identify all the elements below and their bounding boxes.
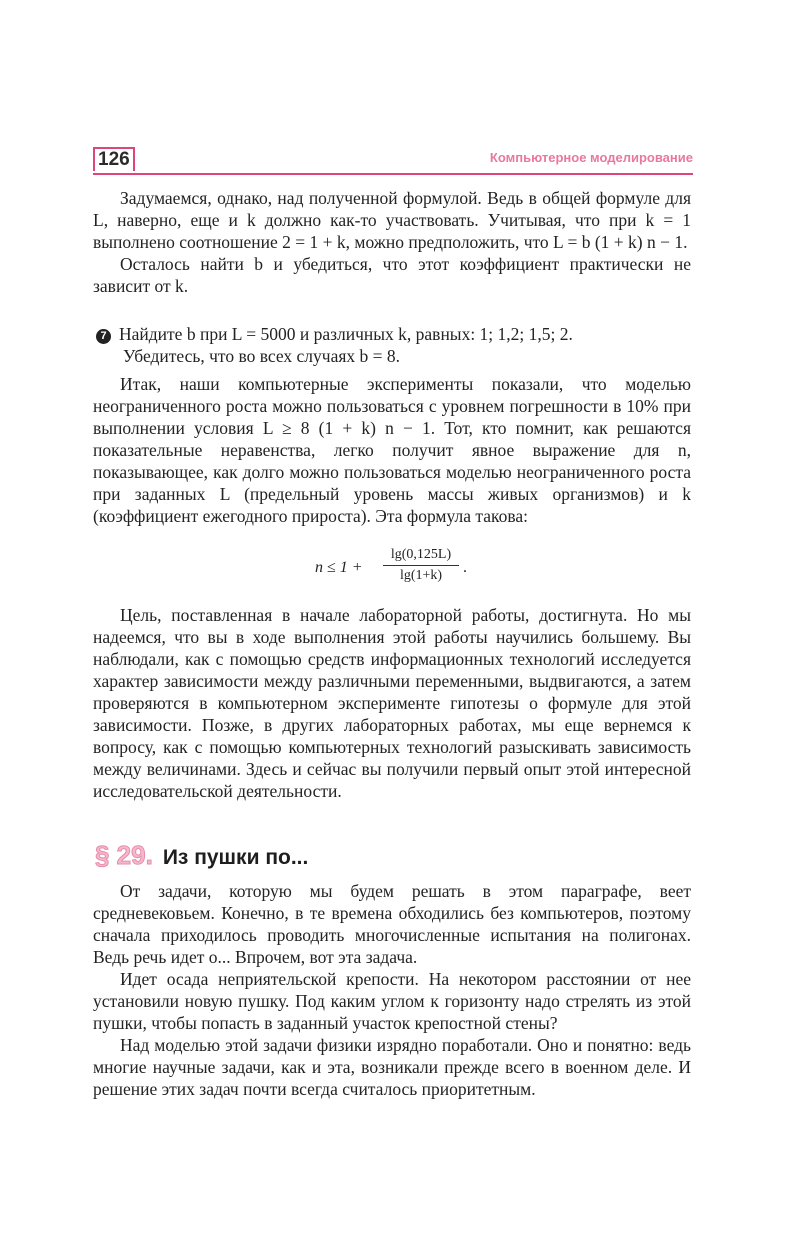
paragraph: От задачи, которую мы будем решать в этом параграфе, веет средневековьем. Конечно, в те времена обходились без компьютеров, поэтому сначала приходилось проводить многочисленные испытания на полигонах. Ведь речь идет о... Впрочем, вот эта задача. <box>93 881 691 967</box>
paragraph: Идет осада неприятельской крепости. На некотором расстоянии от нее установили новую пушку. Под каким углом к горизонту надо стрелять из этой пушки, чтобы попасть в заданный участок крепостной стены? <box>93 969 691 1033</box>
paragraph: Осталось найти b и убедиться, что этот коэффициент практически не зависит от k. <box>93 254 691 296</box>
task-text: Убедитесь, что во всех случаях b = 8. <box>123 346 401 366</box>
page-header <box>93 147 693 175</box>
task-line <box>96 345 691 367</box>
task-text: Найдите b при L = 5000 и различных k, равных: 1; 1,2; 1,5; 2. <box>119 324 573 344</box>
section-number: § 29. <box>95 840 153 870</box>
running-head: Компьютерное моделирование <box>489 150 693 165</box>
formula-end: . <box>463 559 467 576</box>
section-heading <box>95 840 308 872</box>
task-line <box>96 323 691 345</box>
paragraph: Итак, наши компьютерные эксперименты показали, что моделью неограниченного роста можно пользоваться с уровнем погрешности в 10% при выполнении условия L ≥ 8 (1 + k) n − 1. Тот, кто помнит, как решаются показательные неравенства, легко получит явное выражение для n, показывающее, как долго можно пользоваться моделью неограниченного роста при заданных L (предельный уровень массы живых организмов) и k (коэффициент ежегодного прироста). Эта формула такова: <box>93 374 691 526</box>
paragraph: Задумаемся, однако, над полученной формулой. Ведь в общей формуле для L, наверно, еще и k должно как-то участвовать. Учитывая, что при k = 1 выполнено соотношение 2 = 1 + k, можно предположить, что L = b (1 + k) n − 1. <box>93 188 691 252</box>
formula-numerator: lg(0,125L) <box>383 545 459 566</box>
conclusion-block <box>93 604 691 802</box>
intro-block <box>93 187 691 297</box>
task-number-badge: 7 <box>96 329 111 344</box>
paragraph: Над моделью этой задачи физики изрядно поработали. Оно и понятно: ведь многие научные задачи, как и эта, возникали прежде всего в военном деле. И решение этих задач почти всегда считалось приоритетным. <box>93 1035 691 1099</box>
task-item <box>96 323 691 367</box>
formula-fraction <box>383 545 459 586</box>
formula-denominator: lg(1+k) <box>399 568 443 583</box>
section-title: Из пушки по... <box>162 846 309 869</box>
paragraph: Цель, поставленная в начале лабораторной работы, достигнута. Но мы надеемся, что вы в ходе выполнения этой работы научились большему. Вы наблюдали, как с помощью средств информационных технологий исследуется характер зависимости между различными переменными, выдвигаются, а затем проверяются в компьютерном эксперименте гипотезы о формуле для этой зависимости. Позже, в других лабораторных работах, мы еще вернемся к вопросу, как с помощью компьютерных технологий разыскивать зависимость между величинами. Здесь и сейчас вы получили первый опыт этой интересной исследовательской деятельности. <box>93 605 691 801</box>
page-number: 126 <box>93 147 135 171</box>
section-body <box>93 880 691 1100</box>
formula-lhs: n ≤ 1 + <box>315 559 363 576</box>
experiment-block <box>93 373 691 527</box>
